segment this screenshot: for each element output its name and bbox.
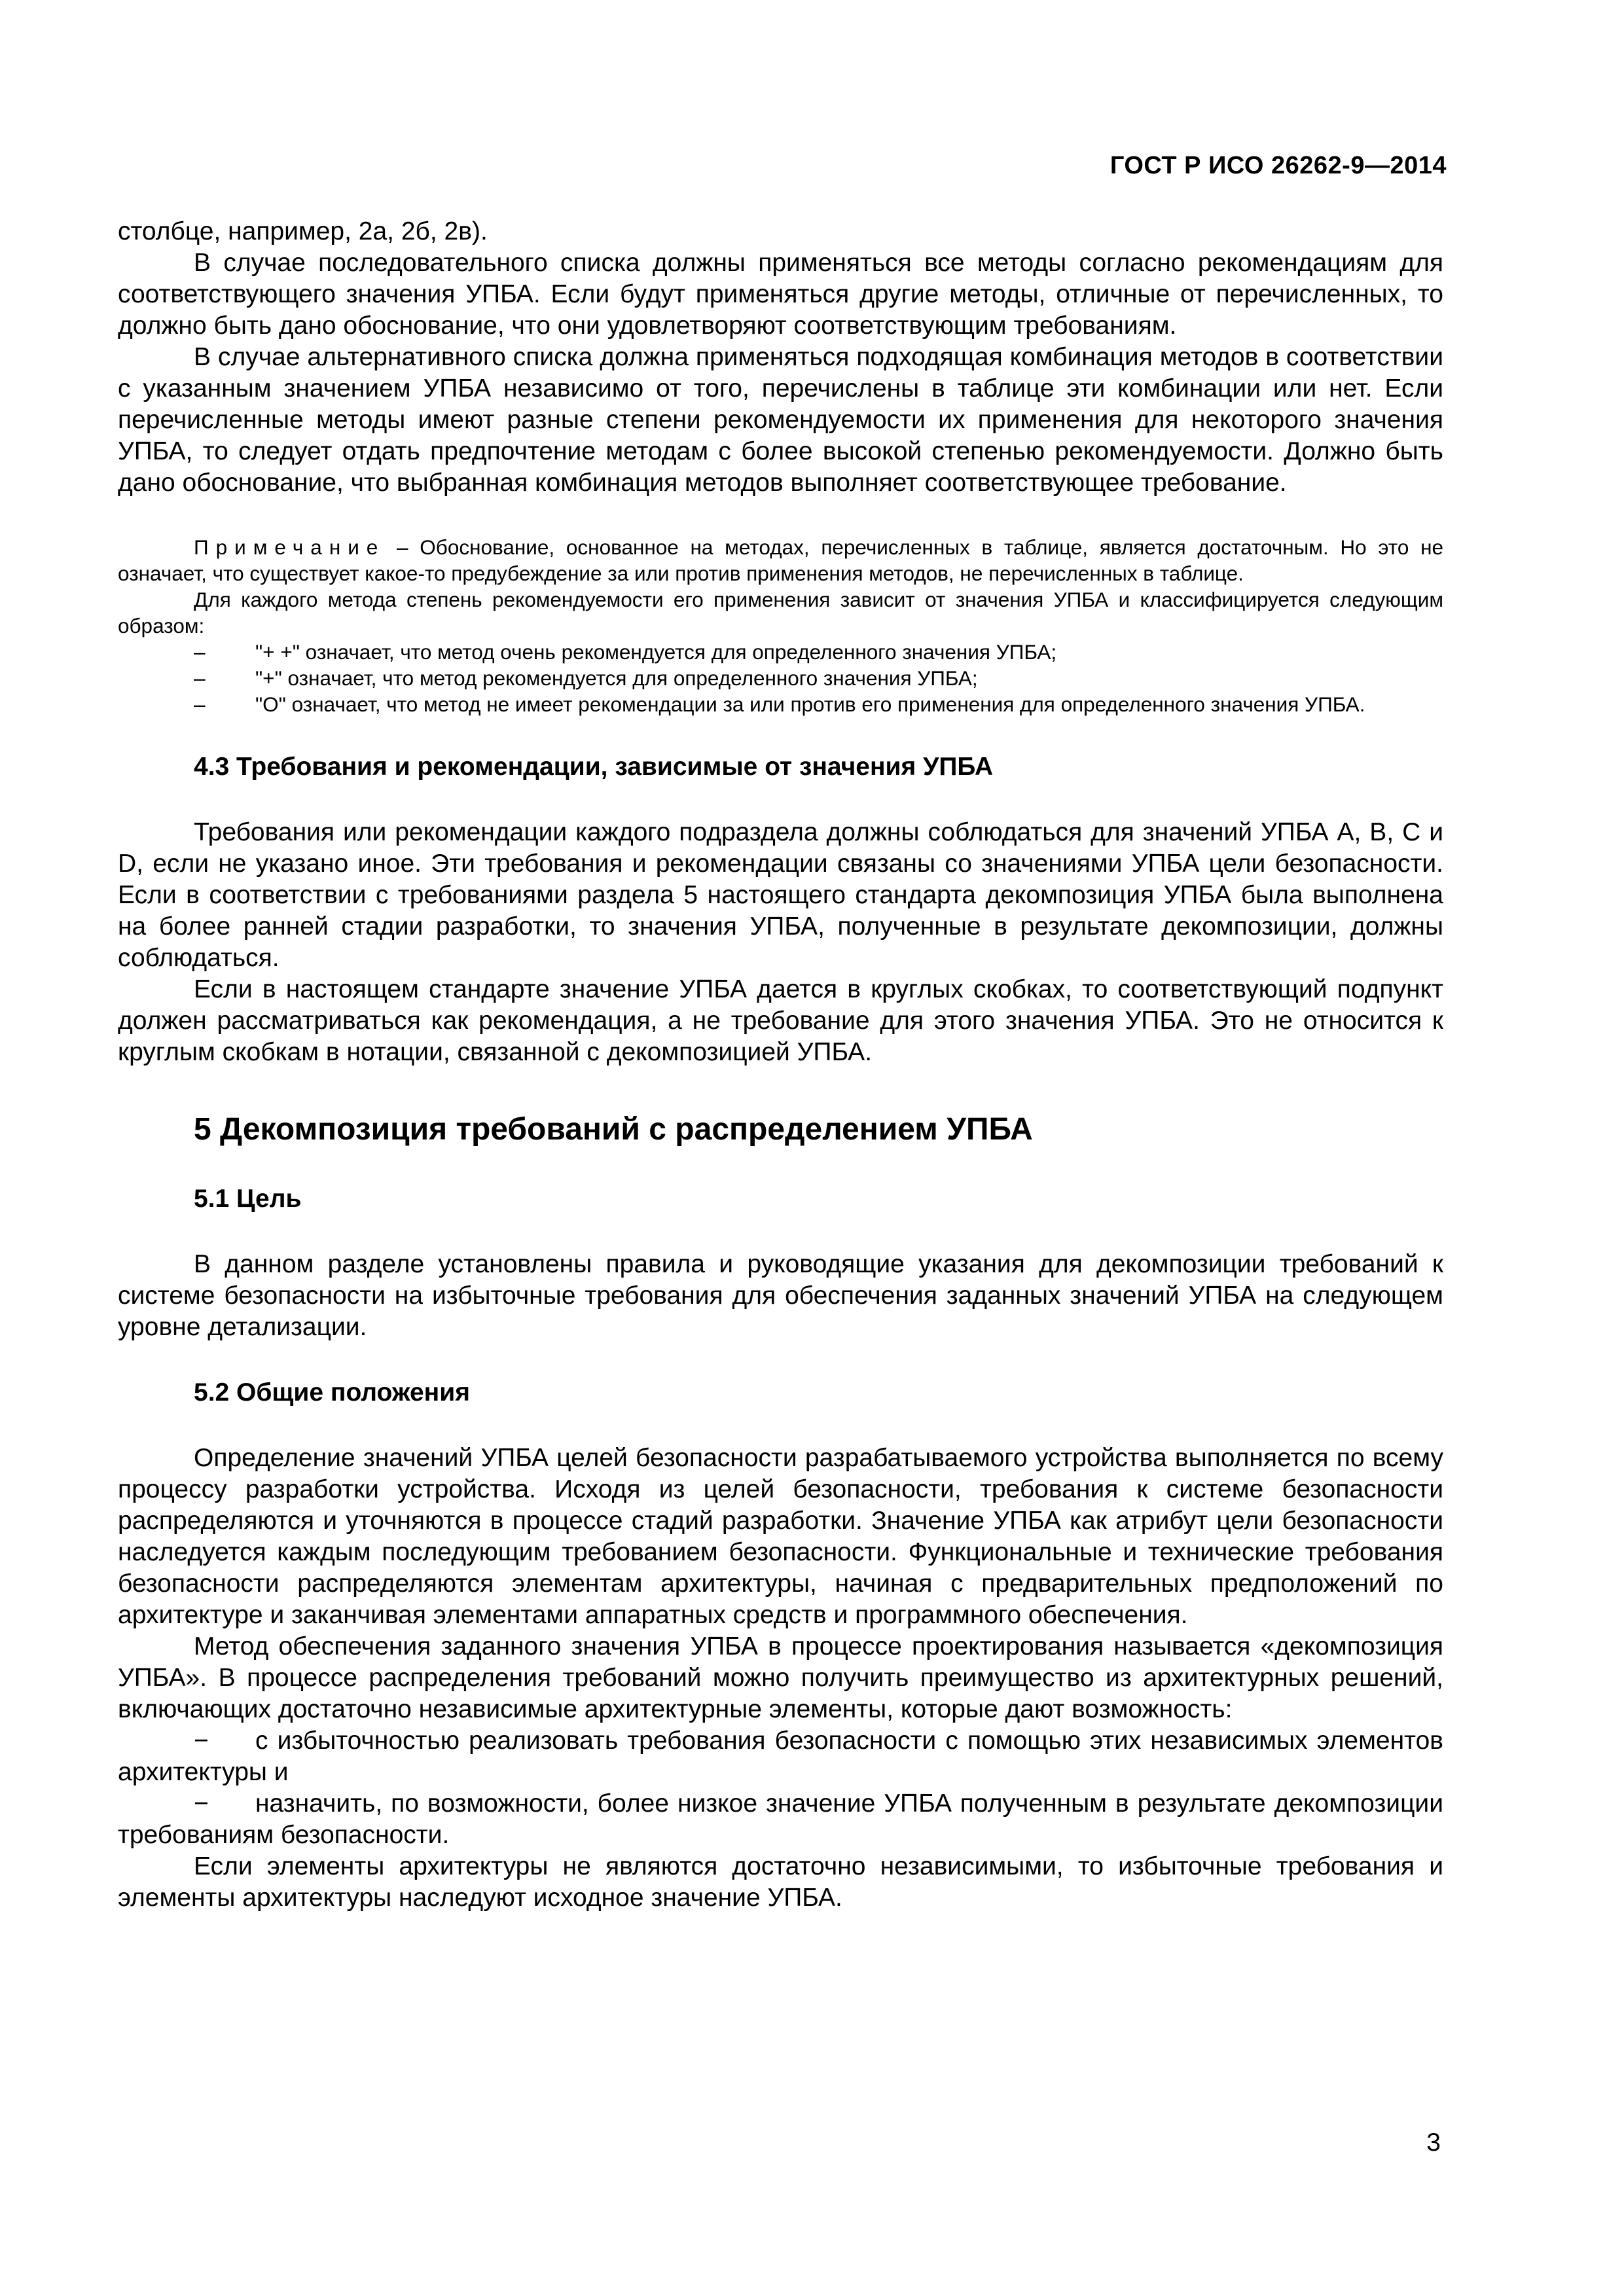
bullet-text: с избыточностью реализовать требования безопасности с помощью этих независимых элементов архитектуры и [118,1727,1443,1786]
bullet-item [118,1725,1443,1788]
section-5-2-paragraph-2: Метод обеспечения заданного значения УПБА в процессе проектирования называется «декомпозиция УПБА». В процессе распределения требований можно получить преимущество из архитектурных решений, включающих достаточно независимые архитектурные элементы, которые дают возможность: [118,1632,1443,1723]
intro-continuation: столбце, например, 2а, 2б, 2в). [118,217,488,245]
section-5-1-paragraph: В данном разделе установлены правила и руководящие указания для декомпозиции требований к системе безопасности на избыточные требования для обеспечения заданных значений УПБА на следующем уровне детализации. [118,1250,1443,1341]
note-label: Примечание [194,535,386,559]
dash-marker: – [194,640,206,664]
bullet-marker: − [194,1727,209,1755]
section-5-2-paragraph-3: Если элементы архитектуры не являются достаточно независимыми, то избыточные требования и элементы архитектуры наследуют исходное значение УПБА. [118,1852,1443,1912]
dash-marker: – [194,666,206,690]
section-5-heading: 5 Декомпозиция требований с распределением УПБА [194,1112,1033,1147]
note-item-text: "+ +" означает, что метод очень рекомендуется для определенного значения УПБА; [255,640,1057,664]
section-4-3-paragraph-1: Требования или рекомендации каждого подраздела должны соблюдаться для значений УПБА A, B, C и D, если не указано иное. Эти требования и рекомендации связаны со значениями УПБА цели безопасности. Если в соответствии с требованиями раздела 5 настоящего стандарта декомпозиция УПБА была выполнена на более ранней стадии разработки, то значения УПБА, полученные в результате декомпозиции, должны соблюдаться. [118,818,1443,972]
note-item-text: "O" означает, что метод не имеет рекомендации за или против его применения для определенного значения УПБА. [255,692,1365,716]
section-5-2-paragraph-1: Определение значений УПБА целей безопасности разрабатываемого устройства выполняется по всему процессу разработки устройства. Исходя из целей безопасности, требования к системе безопасности распределяются и уточняются в процессе стадий разработки. Значение УПБА как атрибут цели безопасности наследуется каждым последующим требованием безопасности. Функциональные и технические требования безопасности распределяются элементам архитектуры, начиная с предварительных предположений по архитектуре и заканчивая элементами аппаратных средств и программного обеспечения. [118,1444,1443,1629]
bullet-text: назначить, по возможности, более низкое значение УПБА полученным в результате декомпозиции требованиям безопасности. [118,1789,1443,1849]
note-paragraph [118,534,1443,586]
section-5-1-heading: 5.1 Цель [194,1185,302,1213]
bullet-item [118,1788,1443,1851]
note-list-item [118,639,1443,665]
section-5-2-heading: 5.2 Общие положения [194,1378,470,1407]
note-classification-intro: Для каждого метода степень рекомендуемости его применения зависит от значения УПБА и классифицируется следующим образом: [118,588,1443,637]
section-4-3-heading: 4.3 Требования и рекомендации, зависимые от значения УПБА [194,753,994,781]
page-content [118,216,1443,1914]
paragraph-alternative-list: В случае альтернативного списка должна применяться подходящая комбинация методов в соответствии с указанным значением УПБА независимо от того, перечислены в таблице эти комбинации или нет. Если перечисленные методы имеют разные степени рекомендуемости их применения для некоторого значения УПБА, то следует отдать предпочтение методам с более высокой степенью рекомендуемости. Должно быть дано обоснование, что выбранная комбинация методов выполняет соответствующее требование. [118,343,1443,497]
bullet-marker: − [194,1789,209,1818]
note-list-item [118,691,1443,717]
note-text: – Обоснование, основанное на методах, перечисленных в таблице, является достаточным. Но это не означает, что существует какое-то предубеждение за или против применения методов, не перечисленных в таблице. [118,535,1443,585]
section-4-3-paragraph-2: Если в настоящем стандарте значение УПБА дается в круглых скобках, то соответствующий подпункт должен рассматриваться как рекомендация, а не требование для этого значения УПБА. Это не относится к круглым скобкам в нотации, связанной с декомпозицией УПБА. [118,975,1443,1066]
note-item-text: "+" означает, что метод рекомендуется для определенного значения УПБА; [255,666,978,690]
dash-marker: – [194,692,206,716]
page-number: 3 [1426,2128,1441,2157]
document-header: ГОСТ Р ИСО 26262-9—2014 [1110,152,1447,179]
paragraph-sequential-list: В случае последовательного списка должны применяться все методы согласно рекомендациям для соответствующего значения УПБА. Если будут применяться другие методы, отличные от перечисленных, то должно быть дано обоснование, что они удовлетворяют соответствующим требованиям. [118,249,1443,340]
note-list-item [118,665,1443,691]
note-block [118,534,1443,717]
